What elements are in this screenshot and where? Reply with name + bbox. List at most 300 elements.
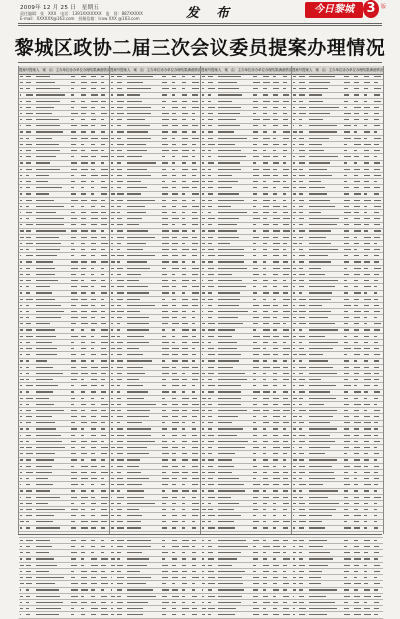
cell-text (364, 589, 370, 590)
cell-text (111, 521, 114, 522)
cell-text (309, 602, 336, 603)
cell-text (172, 329, 175, 330)
cell-text (111, 138, 115, 139)
cell-text (127, 218, 142, 219)
cell-text (364, 274, 370, 275)
cell-text (71, 391, 74, 392)
cell-text (218, 131, 235, 132)
cell-text (283, 144, 287, 145)
cell-text (111, 280, 113, 281)
cell-text (101, 385, 104, 386)
cell-text (117, 360, 123, 361)
cell-text (162, 113, 169, 114)
cell-text (208, 317, 212, 318)
cell-text (26, 82, 32, 83)
cell-text (364, 435, 371, 436)
cell-text (208, 255, 215, 256)
cell-text (218, 373, 245, 374)
cell-text (263, 249, 267, 250)
cell-text (354, 280, 358, 281)
cell-text (182, 521, 185, 522)
cell-text (117, 552, 121, 553)
cell-text (344, 125, 352, 126)
cell-text (91, 317, 95, 318)
cell-text (162, 503, 166, 504)
cell-text (364, 602, 367, 603)
cell-text (111, 428, 113, 429)
cell-text (172, 521, 178, 522)
cell-text (293, 490, 297, 491)
cell-text (36, 76, 50, 77)
cell-text (263, 484, 270, 485)
cell-text (374, 305, 379, 306)
cell-text (263, 373, 266, 374)
cell-text (36, 280, 58, 281)
cell-text (309, 577, 321, 578)
cell-text (218, 144, 235, 145)
cell-text (283, 360, 287, 361)
cell-text (374, 596, 381, 597)
cell-text (182, 422, 186, 423)
cell-text (172, 540, 177, 541)
cell-text (208, 193, 213, 194)
cell-text (253, 311, 257, 312)
cell-text (202, 385, 204, 386)
cell-text (309, 478, 336, 479)
cell-text (91, 509, 95, 510)
cell-text (182, 255, 186, 256)
cell-text (192, 478, 199, 479)
cell-text (364, 144, 371, 145)
cell-text (218, 435, 237, 436)
cell-text (91, 385, 97, 386)
cell-text (172, 410, 179, 411)
cell-text (218, 509, 234, 510)
cell-text (309, 509, 336, 510)
cell-text (202, 459, 206, 460)
cell-text (91, 237, 98, 238)
cell-text (293, 435, 296, 436)
cell-text (309, 224, 338, 225)
cell-text (299, 435, 305, 436)
cell-text (344, 466, 350, 467)
cell-text (218, 162, 240, 163)
cell-text (101, 515, 108, 516)
cell-text (36, 614, 59, 615)
cell-text (374, 187, 380, 188)
cell-text (273, 515, 277, 516)
cell-text (293, 88, 296, 89)
cell-text (71, 138, 77, 139)
cell-text (127, 329, 150, 330)
cell-text (36, 527, 61, 528)
cell-text (364, 230, 368, 231)
cell-text (253, 336, 260, 337)
cell-text (111, 329, 114, 330)
cell-text (20, 237, 24, 238)
cell-text (208, 614, 212, 615)
cell-text (309, 614, 328, 615)
cell-text (344, 230, 349, 231)
cell-text (162, 162, 168, 163)
cell-text (299, 398, 303, 399)
cell-text (344, 336, 347, 337)
cell-text (202, 280, 204, 281)
cell-text (117, 224, 123, 225)
cell-text (364, 329, 370, 330)
cell-text (283, 113, 288, 114)
cell-text (309, 348, 333, 349)
cell-text (354, 546, 359, 547)
cell-text (218, 187, 232, 188)
cell-text (81, 323, 88, 324)
cell-text (81, 101, 85, 102)
cell-text (273, 404, 278, 405)
cell-text (36, 94, 66, 95)
cell-text (127, 169, 148, 170)
cell-text (71, 484, 79, 485)
cell-text (273, 144, 279, 145)
cell-text (101, 243, 109, 244)
cell-text (202, 608, 206, 609)
cell-text (127, 602, 148, 603)
cell-text (91, 583, 97, 584)
cell-text (208, 88, 216, 89)
cell-text (309, 416, 334, 417)
cell-text (344, 552, 350, 553)
cell-text (364, 428, 371, 429)
cell-text (127, 558, 149, 559)
cell-text (127, 305, 155, 306)
cell-text (218, 286, 247, 287)
cell-text (354, 428, 359, 429)
cell-text (117, 255, 124, 256)
cell-text (36, 453, 55, 454)
cell-text (91, 484, 94, 485)
cell-text (26, 144, 32, 145)
cell-text (354, 125, 358, 126)
cell-text (364, 515, 367, 516)
cell-text (182, 546, 189, 547)
cell-text (162, 410, 166, 411)
cell-text (364, 571, 368, 572)
cell-text (182, 459, 188, 460)
cell-text (81, 447, 85, 448)
cell-text (71, 82, 75, 83)
cell-text (162, 243, 169, 244)
cell-text (293, 76, 297, 77)
cell-text (182, 589, 185, 590)
cell-text (71, 428, 77, 429)
cell-text (20, 404, 22, 405)
cell-text (218, 329, 235, 330)
cell-text (26, 193, 31, 194)
cell-text (81, 299, 88, 300)
cell-text (36, 435, 61, 436)
cell-text (374, 144, 379, 145)
cell-text (309, 94, 322, 95)
cell-text (127, 317, 149, 318)
cell-text (182, 404, 188, 405)
cell-text (117, 416, 123, 417)
cell-text (91, 608, 98, 609)
cell-text (127, 156, 142, 157)
cell-text (293, 82, 295, 83)
cell-text (202, 292, 205, 293)
cell-text (101, 292, 107, 293)
cell-text (111, 583, 113, 584)
cell-text (263, 119, 270, 120)
cell-text (117, 336, 121, 337)
cell-text (344, 571, 350, 572)
cell-text (81, 156, 89, 157)
cell-text (263, 268, 266, 269)
cell-text (273, 398, 279, 399)
cell-text (208, 360, 215, 361)
cell-text (172, 608, 176, 609)
column-header: 主办单位 (55, 68, 70, 72)
cell-text (127, 299, 141, 300)
cell-text (364, 125, 367, 126)
cell-text (263, 329, 270, 330)
cell-text (374, 82, 379, 83)
cell-text (364, 317, 367, 318)
cell-text (117, 76, 122, 77)
cell-text (374, 299, 378, 300)
cell-text (71, 367, 76, 368)
cell-text (354, 503, 359, 504)
cell-text (172, 82, 175, 83)
cell-text (26, 552, 31, 553)
cell-text (26, 94, 33, 95)
cell-text (111, 305, 114, 306)
cell-text (354, 571, 358, 572)
cell-text (293, 329, 295, 330)
cell-text (91, 187, 94, 188)
cell-text (101, 131, 105, 132)
cell-text (71, 589, 78, 590)
cell-text (101, 379, 106, 380)
cell-text (202, 379, 204, 380)
cell-text (299, 125, 302, 126)
cell-text (117, 596, 121, 597)
cell-text (36, 428, 56, 429)
cell-text (111, 193, 115, 194)
cell-text (101, 156, 108, 157)
cell-text (91, 119, 96, 120)
cell-text (101, 466, 105, 467)
cell-text (208, 422, 213, 423)
cell-text (127, 484, 142, 485)
cell-text (111, 552, 115, 553)
cell-text (309, 447, 330, 448)
cell-text (20, 243, 23, 244)
cell-text (354, 596, 360, 597)
cell-text (283, 274, 289, 275)
cell-text (344, 150, 347, 151)
cell-text (192, 583, 195, 584)
cell-text (309, 428, 337, 429)
cell-text (172, 546, 179, 547)
cell-text (111, 447, 115, 448)
cell-text (172, 200, 177, 201)
cell-text (208, 546, 212, 547)
cell-text (309, 162, 330, 163)
cell-text (208, 181, 213, 182)
cell-text (172, 76, 176, 77)
cell-text (293, 212, 296, 213)
cell-text (283, 268, 290, 269)
cell-text (374, 466, 379, 467)
cell-text (208, 466, 213, 467)
cell-text (299, 558, 303, 559)
cell-text (127, 379, 139, 380)
cell-text (182, 237, 189, 238)
cell-text (354, 342, 358, 343)
cell-text (283, 94, 290, 95)
cell-text (263, 237, 269, 238)
cell-text (81, 144, 84, 145)
cell-text (26, 261, 32, 262)
cell-text (202, 466, 204, 467)
cell-text (309, 472, 334, 473)
cell-text (192, 515, 198, 516)
cell-text (192, 150, 195, 151)
cell-text (263, 274, 266, 275)
cell-text (218, 342, 237, 343)
cell-text (192, 292, 199, 293)
cell-text (20, 614, 22, 615)
cell-text (374, 515, 377, 516)
cell-text (344, 131, 351, 132)
cell-text (354, 472, 357, 473)
cell-text (208, 206, 212, 207)
cell-text (101, 274, 104, 275)
cell-text (172, 193, 178, 194)
cell-text (344, 497, 348, 498)
cell-text (273, 150, 277, 151)
cell-text (283, 237, 289, 238)
cell-text (162, 119, 169, 120)
cell-text (364, 162, 369, 163)
cell-text (127, 589, 153, 590)
cell-text (192, 565, 196, 566)
cell-text (364, 101, 367, 102)
cell-text (218, 552, 241, 553)
cell-text (20, 311, 22, 312)
cell-text (344, 596, 350, 597)
cell-text (208, 398, 211, 399)
cell-text (309, 261, 332, 262)
cell-text (218, 558, 237, 559)
cell-text (202, 367, 204, 368)
cell-text (283, 521, 291, 522)
cell-text (273, 249, 280, 250)
cell-text (364, 237, 371, 238)
cell-text (344, 187, 349, 188)
cell-text (127, 342, 149, 343)
cell-text (354, 484, 358, 485)
cell-text (111, 348, 115, 349)
cell-text (202, 447, 204, 448)
cell-text (344, 119, 349, 120)
cell-text (172, 255, 178, 256)
cell-text (253, 571, 256, 572)
cell-text (344, 212, 351, 213)
cell-text (81, 515, 85, 516)
cell-text (81, 546, 85, 547)
cell-text (202, 224, 204, 225)
cell-text (208, 162, 214, 163)
cell-text (71, 602, 78, 603)
cell-text (218, 441, 248, 442)
cell-text (273, 466, 276, 467)
cell-text (283, 497, 288, 498)
cell-text (71, 237, 76, 238)
cell-text (182, 268, 186, 269)
cell-text (182, 441, 187, 442)
cell-text (263, 162, 268, 163)
cell-text (374, 101, 381, 102)
cell-text (293, 602, 297, 603)
cell-text (202, 88, 204, 89)
cell-text (253, 162, 256, 163)
cell-text (26, 101, 31, 102)
cell-text (162, 200, 167, 201)
cell-text (162, 540, 165, 541)
cell-text (253, 230, 256, 231)
cell-text (101, 435, 106, 436)
cell-text (91, 441, 97, 442)
cell-text (20, 150, 22, 151)
cell-text (101, 138, 108, 139)
cell-text (162, 237, 169, 238)
cell-text (253, 416, 256, 417)
cell-text (162, 608, 166, 609)
cell-text (36, 373, 63, 374)
cell-text (202, 305, 204, 306)
cell-text (101, 311, 105, 312)
cell-text (182, 317, 187, 318)
cell-text (283, 286, 288, 287)
cell-text (218, 274, 233, 275)
cell-text (309, 119, 323, 120)
cell-text (127, 249, 143, 250)
cell-text (172, 354, 178, 355)
cell-text (344, 317, 349, 318)
cell-text (293, 379, 296, 380)
cell-text (127, 453, 149, 454)
cell-text (374, 261, 379, 262)
cell-text (192, 107, 199, 108)
cell-text (273, 119, 278, 120)
top-rule (18, 23, 382, 24)
cell-text (344, 379, 348, 380)
cell-text (182, 490, 189, 491)
cell-text (162, 558, 166, 559)
cell-text (20, 583, 24, 584)
cell-text (253, 224, 256, 225)
cell-text (374, 107, 380, 108)
cell-text (354, 249, 357, 250)
cell-text (299, 614, 305, 615)
cell-text (364, 416, 371, 417)
cell-text (208, 552, 213, 553)
cell-text (91, 422, 97, 423)
cell-text (293, 286, 295, 287)
cell-text (263, 305, 270, 306)
cell-text (299, 484, 306, 485)
